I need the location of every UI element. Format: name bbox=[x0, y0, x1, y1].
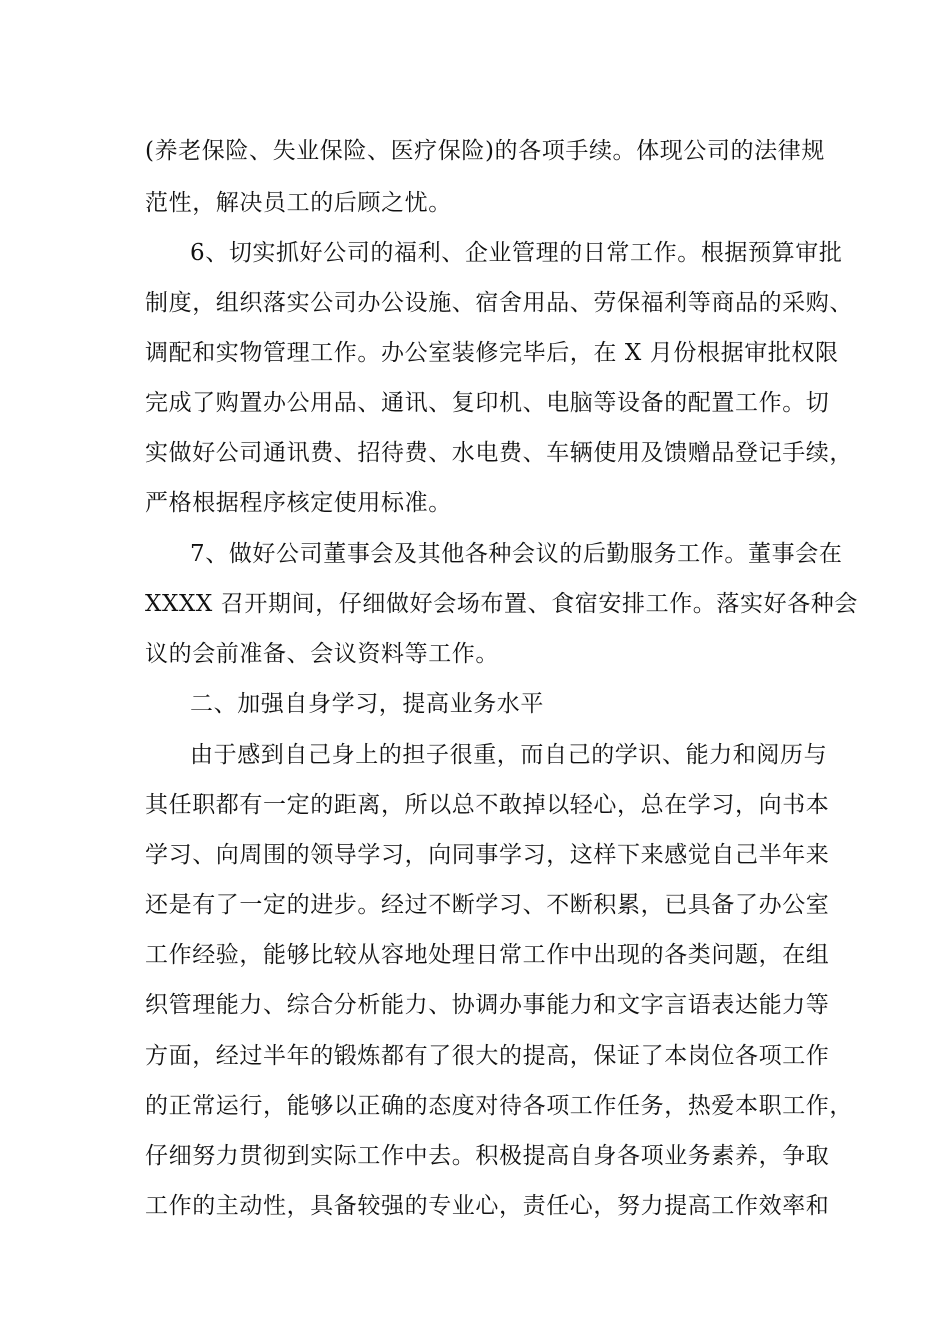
text-line: 工作经验，能够比较从容地处理日常工作中出现的各类问题，在组 bbox=[145, 942, 830, 968]
text-line: 方面，经过半年的锻炼都有了很大的提高，保证了本岗位各项工作 bbox=[145, 1043, 830, 1069]
text-line: 的正常运行，能够以正确的态度对待各项工作任务，热爱本职工作， bbox=[145, 1093, 853, 1119]
text-line: 制度，组织落实公司办公设施、宿舍用品、劳保福利等商品的采购、 bbox=[145, 290, 853, 316]
text-line: 调配和实物管理工作。办公室装修完毕后，在 X 月份根据审批权限 bbox=[145, 340, 839, 366]
paragraph-7-start: 7、做好公司董事会及其他各种会议的后勤服务工作。董事会在 bbox=[190, 541, 843, 567]
text-line: 范性，解决员工的后顾之忧。 bbox=[145, 190, 452, 216]
section-heading: 二、加强自身学习，提高业务水平 bbox=[190, 691, 544, 717]
text-line: 实做好公司通讯费、招待费、水电费、车辆使用及馈赠品登记手续， bbox=[145, 440, 853, 466]
text-line: 学习、向周围的领导学习，向同事学习，这样下来感觉自己半年来 bbox=[145, 842, 830, 868]
text-line: 工作的主动性，具备较强的专业心，责任心，努力提高工作效率和 bbox=[145, 1193, 830, 1219]
paragraph-6-start: 6、切实抓好公司的福利、企业管理的日常工作。根据预算审批 bbox=[190, 240, 843, 266]
text-line: 其任职都有一定的距离，所以总不敢掉以轻心，总在学习，向书本 bbox=[145, 792, 830, 818]
paragraph-start: 由于感到自己身上的担子很重，而自己的学识、能力和阅历与 bbox=[190, 742, 828, 768]
text-line: (养老保险、失业保险、医疗保险)的各项手续。体现公司的法律规 bbox=[145, 138, 825, 164]
text-line: 仔细努力贯彻到实际工作中去。积极提高自身各项业务素养，争取 bbox=[145, 1143, 830, 1169]
text-line: 完成了购置办公用品、通讯、复印机、电脑等设备的配置工作。切 bbox=[145, 390, 830, 416]
text-line: XXXX 召开期间，仔细做好会场布置、食宿安排工作。落实好各种会 bbox=[145, 591, 859, 617]
text-line: 还是有了一定的进步。经过不断学习、不断积累，已具备了办公室 bbox=[145, 892, 830, 918]
text-line: 织管理能力、综合分析能力、协调办事能力和文字言语表达能力等 bbox=[145, 992, 830, 1018]
text-line: 严格根据程序核定使用标准。 bbox=[145, 490, 452, 516]
text-line: 议的会前准备、会议资料等工作。 bbox=[145, 641, 499, 667]
